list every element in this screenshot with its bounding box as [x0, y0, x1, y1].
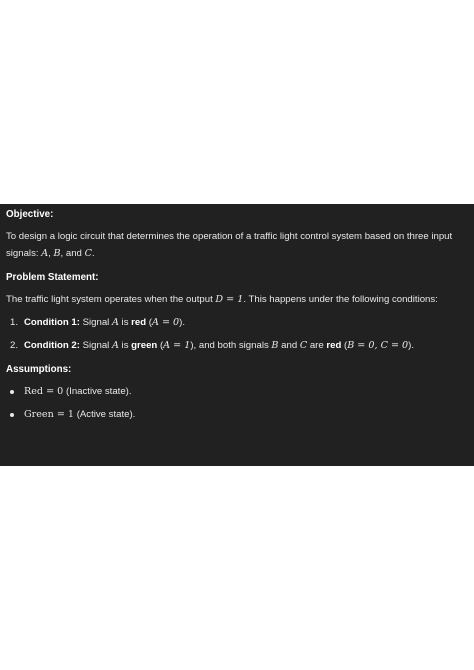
condition-text: ).: [408, 340, 415, 351]
assumption-text: (Active state).: [74, 409, 136, 420]
objective-heading: Objective:: [6, 209, 54, 220]
objective-sep: , and: [60, 248, 85, 259]
var-b: B: [53, 248, 61, 259]
condition-label: Condition 1:: [24, 317, 80, 328]
assumption-item: [6, 406, 468, 423]
condition-text: is: [118, 317, 132, 328]
condition-label: Condition 2:: [24, 340, 80, 351]
condition-var: A: [111, 340, 119, 351]
bullet-icon: [10, 390, 14, 394]
condition-text: Signal: [79, 340, 112, 351]
condition-text: (: [157, 340, 164, 351]
assumption-expression: Green = 1: [24, 409, 75, 420]
condition-item: [6, 337, 468, 354]
problem-text: [6, 291, 468, 308]
condition-state: green: [131, 340, 158, 351]
objective-text: [6, 228, 468, 262]
problem-text-part: . This happens under the following conditions:: [243, 294, 438, 305]
assumption-text: (Inactive state).: [63, 386, 132, 397]
objective-end: .: [91, 248, 95, 259]
condition-number: 1.: [10, 317, 19, 328]
condition-expression: B = 0, C = 0: [347, 340, 409, 351]
problem-heading: Problem Statement:: [6, 272, 99, 283]
condition-expression: A = 1: [163, 340, 191, 351]
conditions-list: [6, 314, 468, 354]
output-expression: D = 1: [215, 294, 244, 305]
condition-expression: A = 0: [151, 317, 180, 328]
condition-item: [6, 314, 468, 331]
condition-text: ).: [179, 317, 186, 328]
condition-text: and: [278, 340, 300, 351]
content-panel: [0, 204, 474, 466]
condition-var-b: B: [271, 340, 279, 351]
assumptions-list: [6, 383, 468, 423]
condition-state: red: [326, 340, 342, 351]
condition-state: red: [131, 317, 147, 328]
var-c: C: [84, 248, 92, 259]
condition-var-c: C: [299, 340, 308, 351]
var-a: A: [41, 248, 49, 259]
condition-text: ), and both signals: [190, 340, 272, 351]
condition-var: A: [111, 317, 119, 328]
condition-text: (: [341, 340, 348, 351]
condition-text: are: [307, 340, 327, 351]
condition-text: is: [118, 340, 132, 351]
assumptions-heading: Assumptions:: [6, 364, 72, 375]
objective-sep: ,: [48, 248, 54, 259]
condition-text: (: [146, 317, 152, 328]
problem-text-part: The traffic light system operates when the output: [6, 294, 216, 305]
objective-text-part: To design a logic circuit that determines the operation of a traffic light control system based on three input signals:: [6, 231, 453, 259]
condition-text: Signal: [79, 317, 112, 328]
assumption-expression: Red = 0: [24, 386, 64, 397]
condition-number: 2.: [10, 340, 19, 351]
bullet-icon: [10, 413, 14, 417]
assumption-item: [6, 383, 468, 400]
